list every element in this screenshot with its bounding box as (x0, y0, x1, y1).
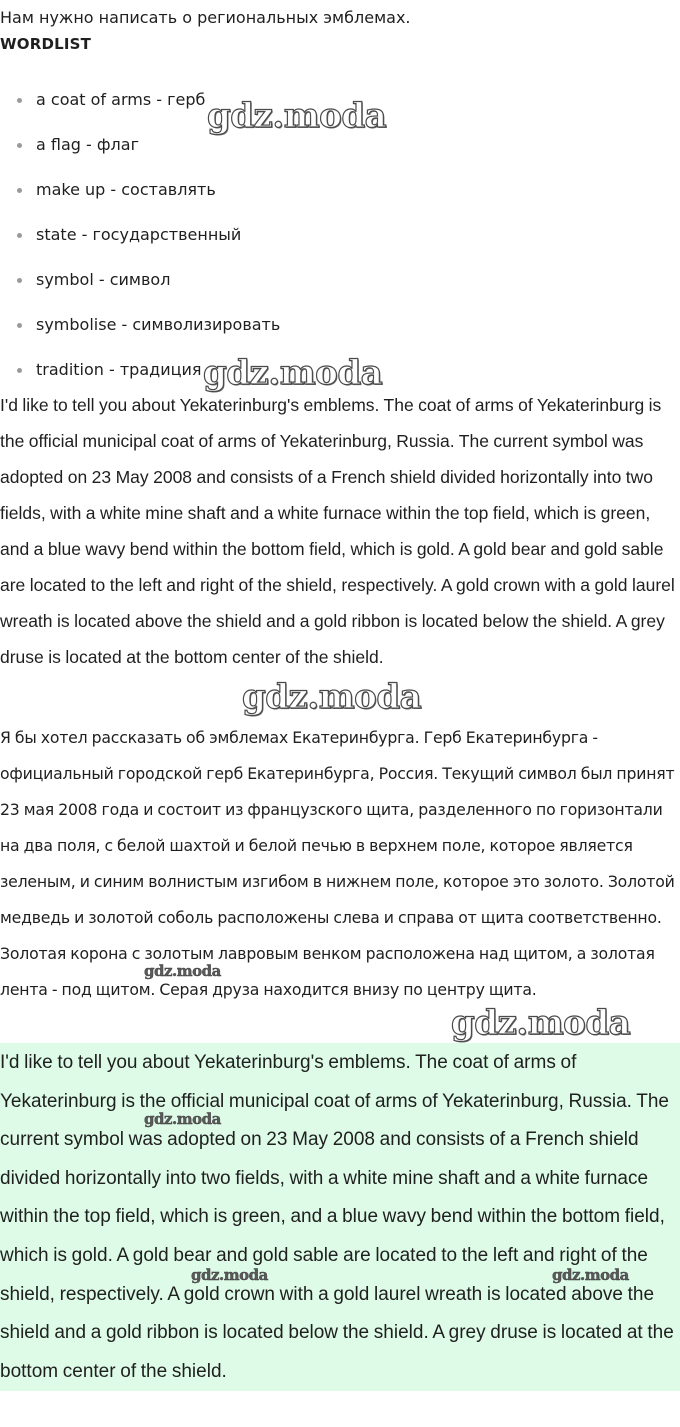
answer-box (0, 1043, 680, 1391)
watermark-logo: gdz.moda (203, 353, 383, 393)
wordlist-item: tradition - традиция (0, 347, 680, 392)
watermark-logo: gdz.moda (207, 96, 387, 136)
wordlist-item: a flag - флаг (0, 122, 680, 167)
watermark-logo: gdz.moda (191, 1266, 268, 1284)
wordlist-heading: WORDLIST (0, 35, 92, 53)
watermark-logo: gdz.moda (144, 1110, 221, 1128)
watermark-logo: gdz.moda (451, 1003, 631, 1043)
answer-paragraph: I'd like to tell you about Yekaterinburg's emblems. The coat of arms of Yekaterinburg is the official municipal coat of arms of Yekaterinburg, Russia. The current symbol was adopted on 23 May 2008 and consists of a French shield divided horizontally into two fields, with a white mine shaft and a white furnace within the top field, which is green, and a blue wavy bend within the bottom field, which is gold. A gold bear and gold sable are located to the left and right of the shield, respectively. A gold crown with a gold laurel wreath is located above the shield and a gold ribbon is located below the shield. A grey druse is located at the bottom center of the shield. (0, 1052, 674, 1382)
watermark-logo: gdz.moda (242, 677, 422, 717)
wordlist-item: a coat of arms - герб (0, 77, 680, 122)
wordlist-item: symbol - символ (0, 257, 680, 302)
russian-paragraph: Я бы хотел рассказать об эмблемах Екатеринбурга. Герб Екатеринбурга - официальный городской герб Екатеринбурга, Россия. Текущий символ был принят 23 мая 2008 года и состоит из французского щита, разделенного по горизонтали на два поля, с белой шахтой и белой печью в верхнем поле, которое является зеленым, и синим волнистым изгибом в нижнем поле, которое это золото. Золотой медведь и золотой соболь расположены слева и справа от щита соответственно. Золотая корона с золотым лавровым венком расположена над щитом, а золотая лента - под щитом. Серая друза находится внизу по центру щита. (0, 728, 675, 999)
wordlist (0, 77, 680, 392)
wordlist-item: symbolise - символизировать (0, 302, 680, 347)
watermark-logo: gdz.moda (144, 962, 221, 980)
wordlist-item: state - государственный (0, 212, 680, 257)
wordlist-item: make up - составлять (0, 167, 680, 212)
watermark-logo: gdz.moda (552, 1266, 629, 1284)
intro-text: Нам нужно написать о региональных эмблемах. (0, 8, 411, 27)
english-paragraph: I'd like to tell you about Yekaterinburg's emblems. The coat of arms of Yekaterinburg is the official municipal coat of arms of Yekaterinburg, Russia. The current symbol was adopted on 23 May 2008 and consists of a French shield divided horizontally into two fields, with a white mine shaft and a white furnace within the top field, which is green, and a blue wavy bend within the bottom field, which is gold. A gold bear and gold sable are located to the left and right of the shield, respectively. A gold crown with a gold laurel wreath is located above the shield and a gold ribbon is located below the shield. A grey druse is located at the bottom center of the shield. (0, 395, 675, 667)
